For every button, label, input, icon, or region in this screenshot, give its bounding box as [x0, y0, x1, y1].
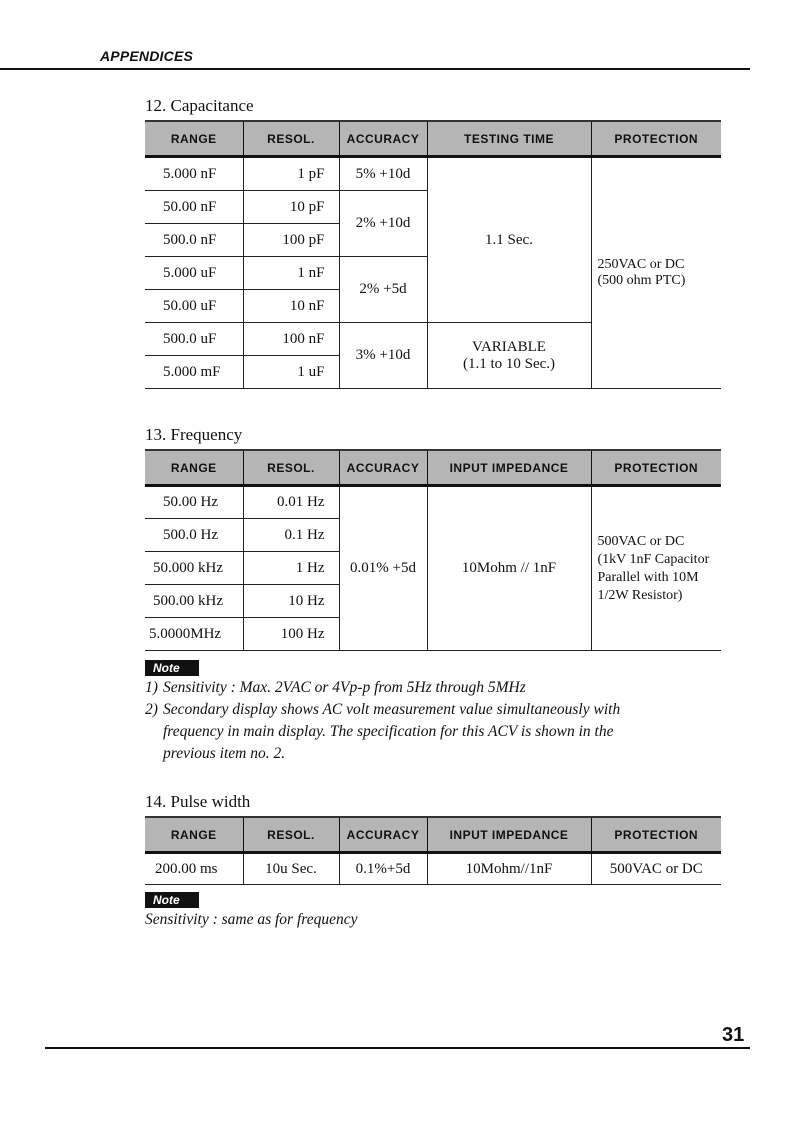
range-cell: 500.0 Hz [145, 519, 243, 552]
col-header-input-impedance: INPUT IMPEDANCE [427, 450, 591, 486]
table-row [145, 157, 721, 191]
resol-cell: 1 uF [243, 356, 339, 389]
col-header-range: RANGE [145, 450, 243, 486]
range-cell: 50.00 nF [145, 191, 243, 224]
variable-label: VARIABLE [472, 338, 546, 355]
col-header-accuracy: ACCURACY [339, 121, 427, 157]
table-header-row [145, 121, 721, 157]
header-rule [0, 68, 750, 70]
range-cell: 5.000 uF [145, 257, 243, 290]
col-header-protection: PROTECTION [591, 817, 721, 853]
note-text: Sensitivity : same as for frequency [145, 911, 358, 928]
accuracy-cell: 2% +10d [339, 191, 427, 257]
accuracy-cell: 0.1%+5d [339, 853, 427, 885]
table-header-row [145, 450, 721, 486]
range-cell: 5.000 mF [145, 356, 243, 389]
table-row [145, 486, 721, 519]
note-continuation: previous item no. 2. [163, 745, 286, 762]
col-header-input-impedance: INPUT IMPEDANCE [427, 817, 591, 853]
note-badge: Note [145, 660, 199, 676]
col-header-testing-time: TESTING TIME [427, 121, 591, 157]
col-header-protection: PROTECTION [591, 450, 721, 486]
note-item [145, 677, 725, 699]
range-cell: 50.00 Hz [145, 486, 243, 519]
accuracy-cell: 5% +10d [339, 157, 427, 191]
resol-cell: 100 nF [243, 323, 339, 356]
resol-cell: 100 pF [243, 224, 339, 257]
resol-cell: 10 Hz [243, 585, 339, 618]
resol-cell: 0.1 Hz [243, 519, 339, 552]
accuracy-cell: 3% +10d [339, 323, 427, 389]
capacitance-title: 12. Capacitance [145, 96, 254, 115]
col-header-accuracy: ACCURACY [339, 817, 427, 853]
variable-range: (1.1 to 10 Sec.) [462, 355, 556, 372]
resol-cell: 1 pF [243, 157, 339, 191]
range-cell: 500.0 uF [145, 323, 243, 356]
resol-cell: 0.01 Hz [243, 486, 339, 519]
protection-line: (1kV 1nF Capacitor [597, 551, 710, 567]
testing-time-variable-cell [427, 323, 591, 389]
resol-cell: 1 nF [243, 257, 339, 290]
note-text: Secondary display shows AC volt measurement value simultaneously with [163, 701, 621, 718]
resol-cell: 100 Hz [243, 618, 339, 651]
resol-cell: 10u Sec. [243, 853, 339, 885]
table-header-row [145, 817, 721, 853]
pulse-width-table [145, 816, 721, 885]
resol-cell: 10 nF [243, 290, 339, 323]
col-header-resol: RESOL. [243, 450, 339, 486]
resol-cell: 1 Hz [243, 552, 339, 585]
col-header-resol: RESOL. [243, 817, 339, 853]
protection-cell [591, 157, 721, 389]
resol-cell: 10 pF [243, 191, 339, 224]
range-cell: 500.0 nF [145, 224, 243, 257]
protection-line: (500 ohm PTC) [597, 273, 686, 288]
protection-line: 1/2W Resistor) [597, 587, 683, 603]
note-number: 2) [145, 701, 158, 718]
range-cell: 200.00 ms [145, 853, 243, 885]
table-row [145, 853, 721, 885]
pulse-width-title: 14. Pulse width [145, 792, 251, 811]
testing-time-cell: 1.1 Sec. [427, 157, 591, 323]
impedance-cell: 10Mohm//1nF [427, 853, 591, 885]
col-header-accuracy: ACCURACY [339, 450, 427, 486]
accuracy-cell: 0.01% +5d [339, 486, 427, 651]
protection-line: 250VAC or DC [597, 257, 685, 272]
running-header: APPENDICES [100, 48, 194, 64]
col-header-range: RANGE [145, 817, 243, 853]
range-cell: 5.000 nF [145, 157, 243, 191]
frequency-title: 13. Frequency [145, 425, 243, 444]
frequency-table [145, 449, 721, 651]
col-header-range: RANGE [145, 121, 243, 157]
range-cell: 50.00 uF [145, 290, 243, 323]
note-badge: Note [145, 892, 199, 908]
impedance-cell: 10Mohm // 1nF [427, 486, 591, 651]
col-header-protection: PROTECTION [591, 121, 721, 157]
protection-cell: 500VAC or DC [591, 853, 721, 885]
page-number: 31 [722, 1024, 745, 1046]
protection-cell [591, 486, 721, 651]
capacitance-table [145, 120, 721, 389]
note-item [145, 699, 725, 721]
note-text: Sensitivity : Max. 2VAC or 4Vp-p from 5Hz through 5MHz [163, 679, 526, 696]
protection-line: Parallel with 10M [597, 569, 699, 585]
footer-rule [45, 1047, 750, 1049]
protection-line: 500VAC or DC [597, 533, 685, 549]
range-cell: 5.0000MHz [145, 618, 243, 651]
note-number: 1) [145, 679, 158, 696]
range-cell: 50.000 kHz [145, 552, 243, 585]
note-list [145, 677, 725, 765]
accuracy-cell: 2% +5d [339, 257, 427, 323]
note-continuation: frequency in main display. The specification for this ACV is shown in the [163, 723, 614, 740]
col-header-resol: RESOL. [243, 121, 339, 157]
range-cell: 500.00 kHz [145, 585, 243, 618]
